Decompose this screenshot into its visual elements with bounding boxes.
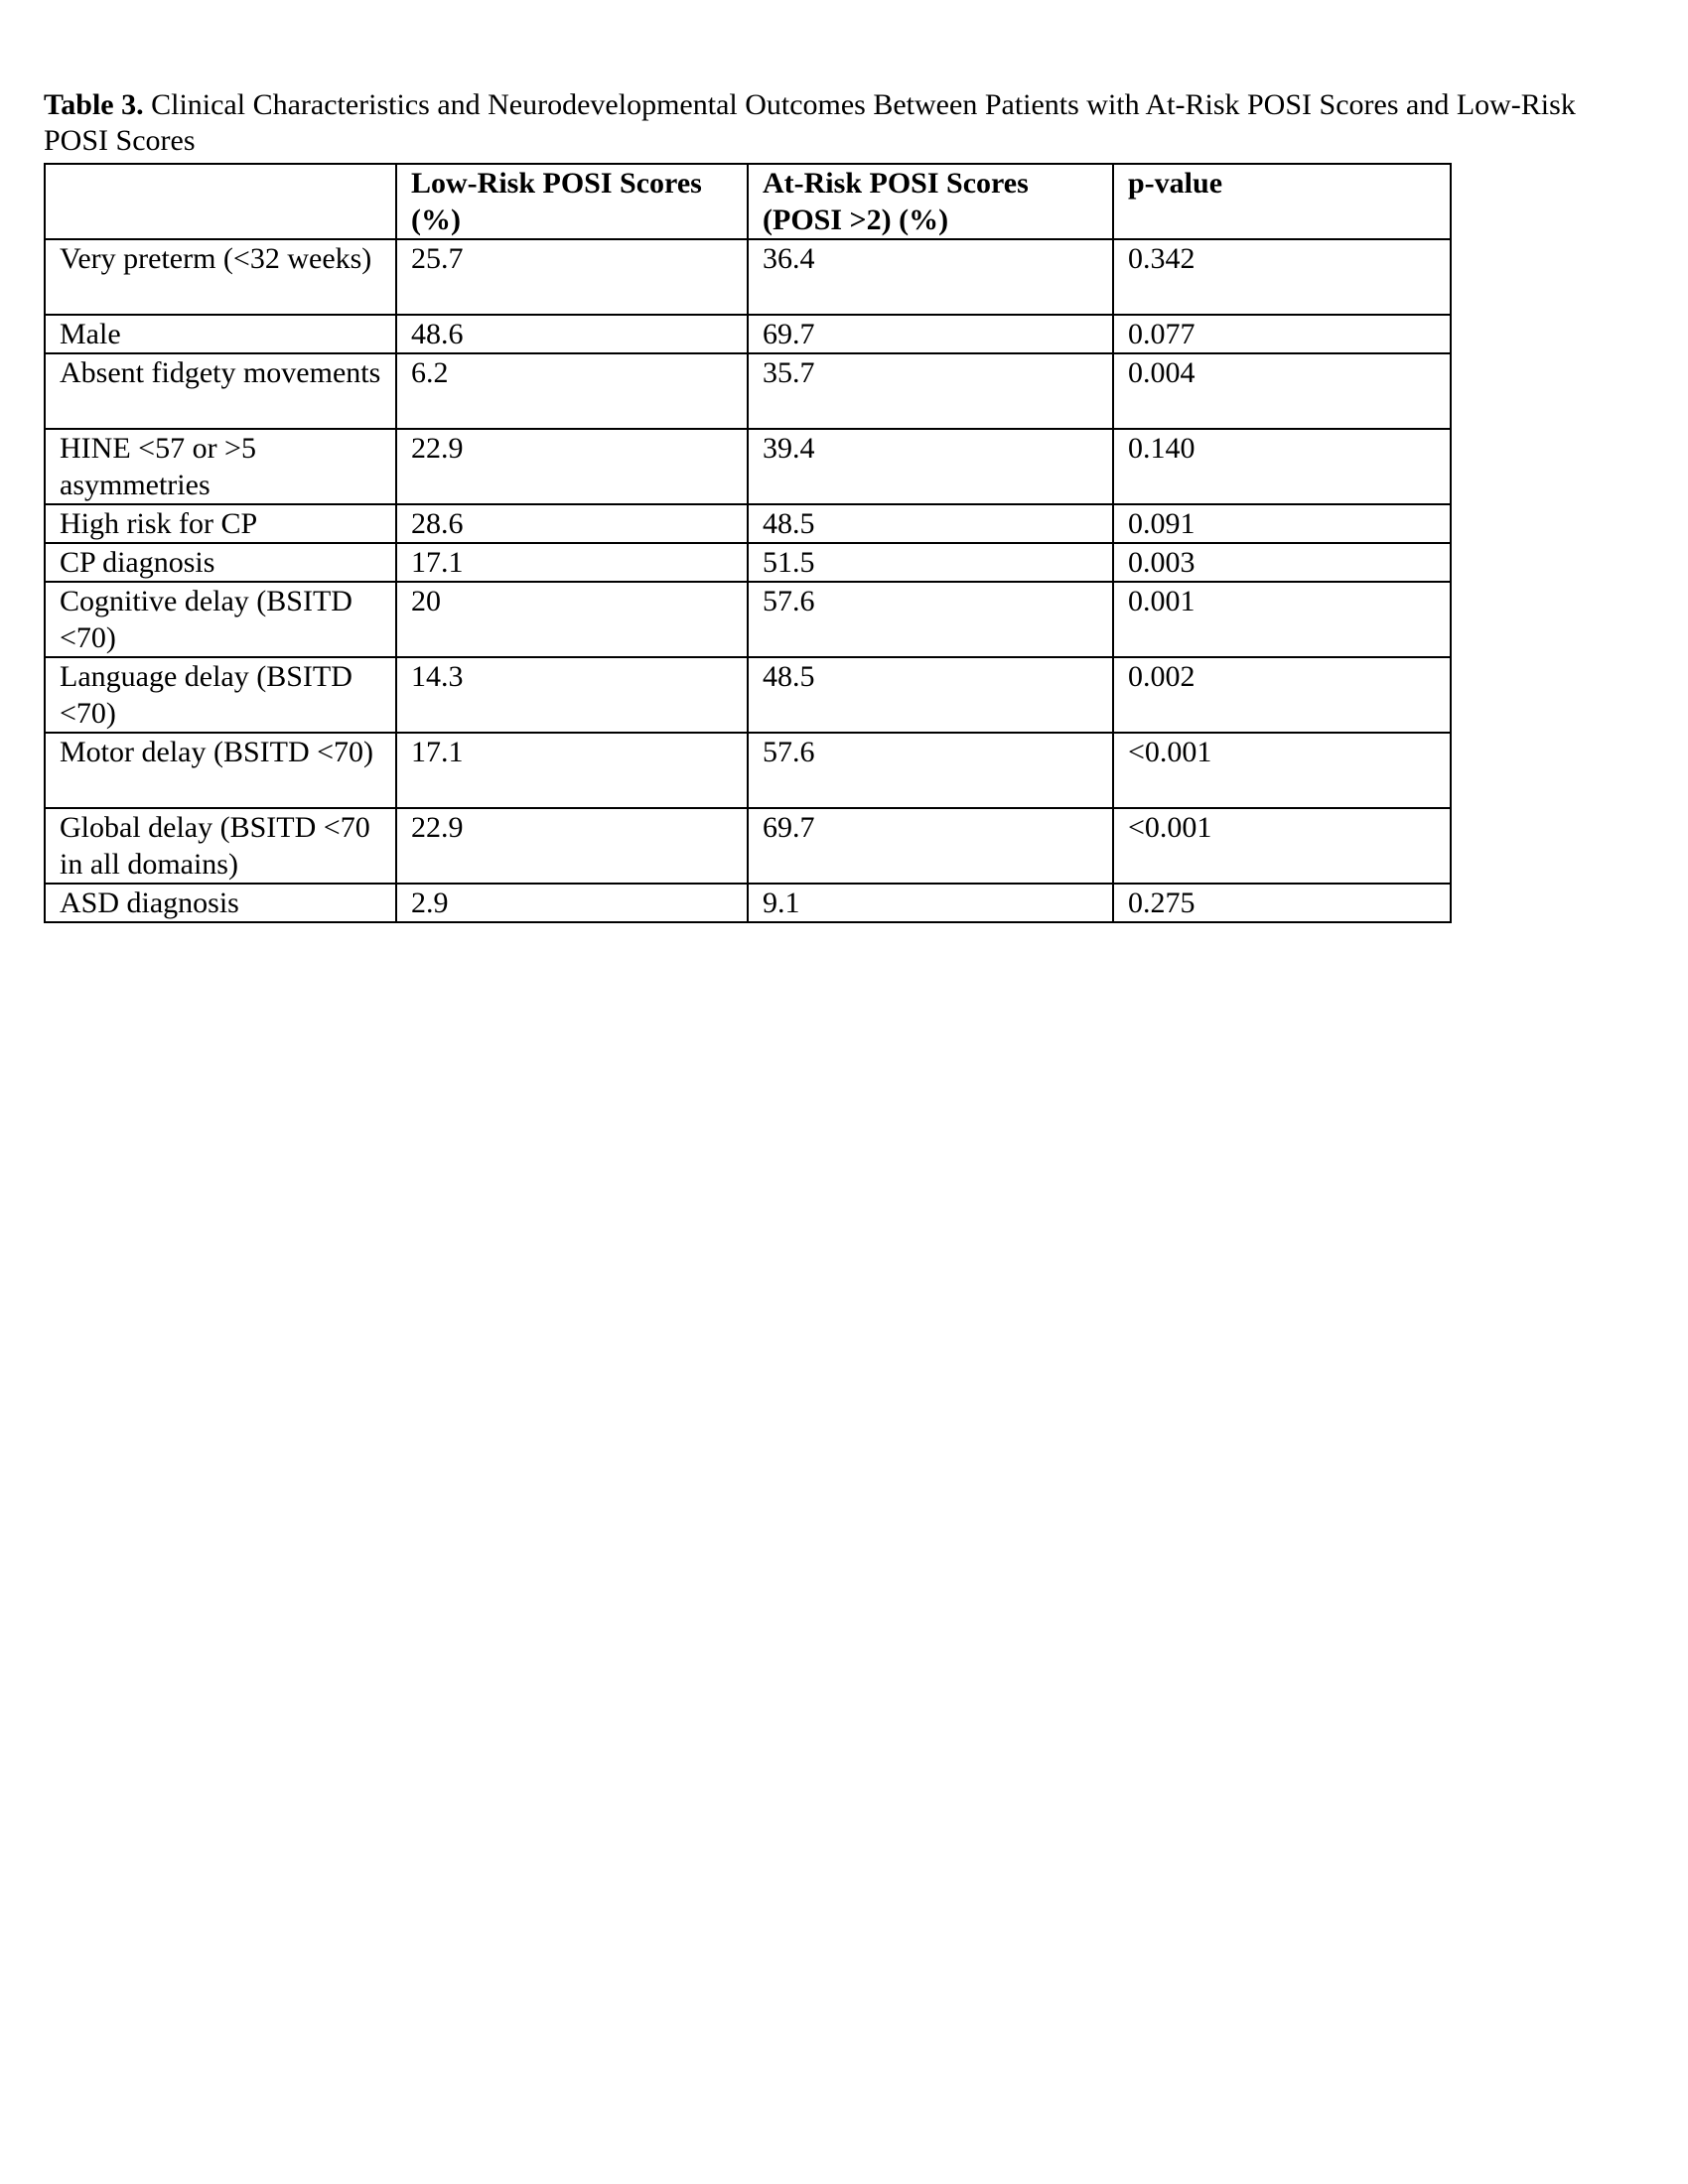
row-label: Motor delay (BSITD <70) (45, 733, 396, 808)
low-risk-value: 20 (396, 582, 748, 657)
column-header-low-risk: Low-Risk POSI Scores (%) (396, 164, 748, 239)
row-label: Cognitive delay (BSITD <70) (45, 582, 396, 657)
p-value-significant: 0.004 (1113, 353, 1451, 429)
table-row (45, 429, 1451, 504)
table-row (45, 543, 1451, 582)
table-row (45, 582, 1451, 657)
table-caption-label: Table 3. (44, 88, 144, 121)
table-caption (44, 87, 1632, 159)
at-risk-value: 39.4 (748, 429, 1113, 504)
table-row (45, 504, 1451, 543)
p-value-significant: 0.001 (1113, 582, 1451, 657)
table-row (45, 733, 1451, 808)
p-value: 0.275 (1113, 884, 1451, 922)
row-label: Male (45, 315, 396, 353)
table-row (45, 884, 1451, 922)
row-label: Language delay (BSITD <70) (45, 657, 396, 733)
table-row (45, 808, 1451, 884)
at-risk-value: 51.5 (748, 543, 1113, 582)
p-value: 0.140 (1113, 429, 1451, 504)
row-label: ASD diagnosis (45, 884, 396, 922)
low-risk-value: 14.3 (396, 657, 748, 733)
outcomes-table (44, 163, 1452, 923)
p-value-significant: <0.001 (1113, 808, 1451, 884)
p-value-significant: 0.003 (1113, 543, 1451, 582)
at-risk-value: 36.4 (748, 239, 1113, 315)
p-value-significant: 0.002 (1113, 657, 1451, 733)
row-label: Absent fidgety movements (45, 353, 396, 429)
row-label: Very preterm (<32 weeks) (45, 239, 396, 315)
low-risk-value: 25.7 (396, 239, 748, 315)
at-risk-value: 48.5 (748, 504, 1113, 543)
low-risk-value: 6.2 (396, 353, 748, 429)
table-header-row (45, 164, 1451, 239)
column-header-p-value: p-value (1113, 164, 1451, 239)
p-value: 0.077 (1113, 315, 1451, 353)
low-risk-value: 17.1 (396, 543, 748, 582)
low-risk-value: 28.6 (396, 504, 748, 543)
at-risk-value: 69.7 (748, 808, 1113, 884)
at-risk-value: 9.1 (748, 884, 1113, 922)
at-risk-value: 57.6 (748, 582, 1113, 657)
p-value-significant: <0.001 (1113, 733, 1451, 808)
low-risk-value: 2.9 (396, 884, 748, 922)
row-label: HINE <57 or >5 asymmetries (45, 429, 396, 504)
table-caption-text: Clinical Characteristics and Neurodevelopmental Outcomes Between Patients with At-Risk POSI Scores and Low-Risk POSI Scores (44, 88, 1576, 157)
table-row (45, 353, 1451, 429)
at-risk-value: 57.6 (748, 733, 1113, 808)
at-risk-value: 69.7 (748, 315, 1113, 353)
row-label: High risk for CP (45, 504, 396, 543)
at-risk-value: 48.5 (748, 657, 1113, 733)
row-label: CP diagnosis (45, 543, 396, 582)
table-row (45, 239, 1451, 315)
p-value: 0.091 (1113, 504, 1451, 543)
row-label: Global delay (BSITD <70 in all domains) (45, 808, 396, 884)
table-row (45, 315, 1451, 353)
low-risk-value: 22.9 (396, 429, 748, 504)
column-header-at-risk: At-Risk POSI Scores (POSI >2) (%) (748, 164, 1113, 239)
column-header-characteristic (45, 164, 396, 239)
p-value: 0.342 (1113, 239, 1451, 315)
table-row (45, 657, 1451, 733)
low-risk-value: 17.1 (396, 733, 748, 808)
low-risk-value: 22.9 (396, 808, 748, 884)
low-risk-value: 48.6 (396, 315, 748, 353)
at-risk-value: 35.7 (748, 353, 1113, 429)
